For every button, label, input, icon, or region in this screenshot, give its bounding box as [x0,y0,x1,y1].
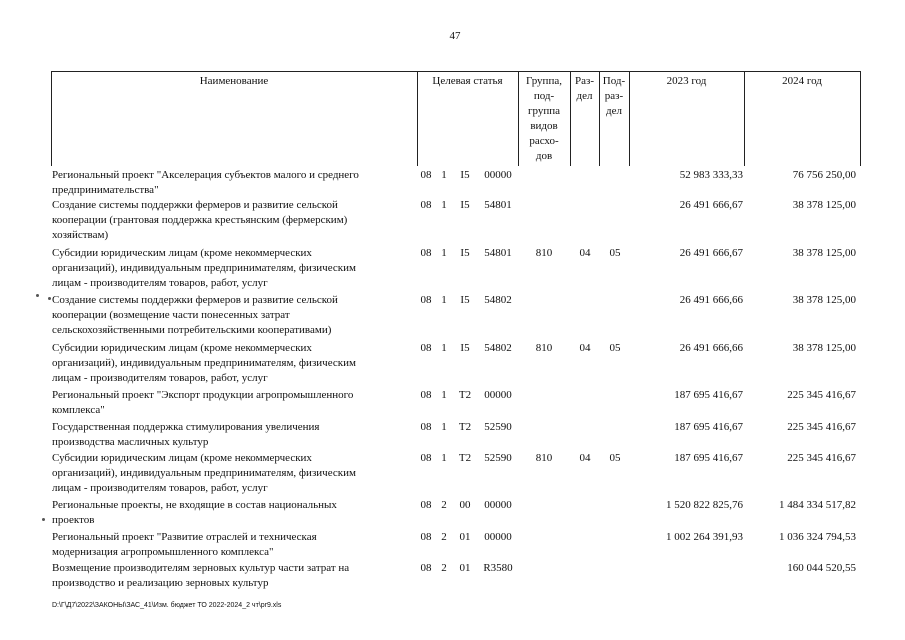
scan-mark [42,518,45,521]
cell-b: 1 [441,342,447,354]
cell-y2024: 38 378 125,00 [792,294,856,306]
table-header [51,71,861,166]
cell-b: 1 [441,294,447,306]
row-name-line: Субсидии юридическим лицам (кроме некоммерческих [52,342,312,354]
cell-raz: 04 [579,247,591,259]
cell-y2023: 1 520 822 825,76 [666,499,743,511]
row-name-line: Региональные проекты, не входящие в состав национальных [52,499,337,511]
cell-a: 08 [420,562,432,574]
row-name-line: организаций), индивидуальным предпринимателям, физическим [52,467,356,479]
row-name-line: Региональный проект "Акселерация субъектов малого и среднего [52,169,359,181]
row-name-line: Создание системы поддержки фермеров и развитие сельской [52,294,338,306]
row-name-line: производства масличных культур [52,436,209,448]
cell-d: 54802 [484,294,512,306]
cell-b: 1 [441,389,447,401]
row-name-line: Региональный проект "Развитие отраслей и техническая [52,531,317,543]
cell-a: 08 [420,247,432,259]
row-name-line: организаций), индивидуальным предпринимателям, физическим [52,357,356,369]
row-name-line: кооперации (грантовая поддержка крестьянским (фермерским) [52,214,348,226]
cell-a: 08 [420,421,432,433]
cell-c: T2 [458,452,472,464]
row-name-line: хозяйствам) [52,229,109,241]
row-name-line: Субсидии юридическим лицам (кроме некоммерческих [52,247,312,259]
cell-c: T2 [458,421,472,433]
cell-y2023: 26 491 666,66 [679,342,743,354]
row-name [52,388,402,418]
cell-y2023: 187 695 416,67 [674,452,743,464]
row-name-line: лицам - производителям товаров, работ, услуг [52,277,268,289]
row-name-line: проектов [52,514,95,526]
cell-c: I5 [460,342,470,354]
cell-pod: 05 [609,452,621,464]
cell-b: 1 [441,169,447,181]
cell-d: 54801 [484,199,512,211]
cell-grp: 810 [535,452,553,464]
row-name-line: сельскохозяйственными потребительскими кооперативами) [52,324,332,336]
cell-y2023: 1 002 264 391,93 [666,531,743,543]
row-name-line: Субсидии юридическим лицам (кроме некоммерческих [52,452,312,464]
scan-mark [36,294,39,297]
cell-pod: 05 [609,247,621,259]
cell-c: I5 [460,199,470,211]
cell-d: 52590 [484,452,512,464]
cell-a: 08 [420,452,432,464]
row-name-line: модернизация агропромышленного комплекса" [52,546,274,558]
header-target: Целевая статья [432,75,503,87]
cell-b: 1 [441,421,447,433]
header-podrazdel: Под- раз- дел [602,75,626,117]
cell-d: 00000 [484,499,512,511]
cell-y2023: 26 491 666,67 [679,247,743,259]
row-name [52,293,402,338]
cell-a: 08 [420,389,432,401]
cell-c: I5 [460,169,470,181]
cell-b: 1 [441,247,447,259]
cell-y2024: 38 378 125,00 [792,342,856,354]
row-name-line: предпринимательства" [52,184,159,196]
row-name [52,198,402,243]
row-name [52,168,402,198]
cell-y2023: 26 491 666,67 [679,199,743,211]
cell-y2023: 52 983 333,33 [679,169,743,181]
cell-y2024: 160 044 520,55 [787,562,856,574]
header-razdel: Раз- дел [574,75,594,102]
row-name [52,451,402,496]
cell-a: 08 [420,499,432,511]
file-path-footer: D:\Г\Д7\2022\ЗАКОНЫ\ЗАС_41\Изм. бюджет ТО 2022-2024_2 чт\pr9.xls [52,602,282,609]
row-name [52,498,402,528]
row-name-line: кооперации (возмещение части понесенных затрат [52,309,290,321]
cell-b: 2 [441,531,447,543]
header-2024: 2024 год [782,75,822,87]
cell-a: 08 [420,531,432,543]
cell-c: 00 [459,499,471,511]
header-name: Наименование [199,75,269,87]
cell-d: 00000 [484,169,512,181]
cell-c: T2 [458,389,472,401]
row-name [52,246,402,291]
row-name-line: Создание системы поддержки фермеров и развитие сельской [52,199,338,211]
cell-a: 08 [420,199,432,211]
header-2023: 2023 год [666,75,707,87]
scan-mark [48,297,51,300]
cell-raz: 04 [579,342,591,354]
cell-c: 01 [459,562,471,574]
cell-b: 1 [441,452,447,464]
cell-d: 52590 [484,421,512,433]
cell-b: 2 [441,499,447,511]
cell-c: I5 [460,294,470,306]
row-name-line: Возмещение производителям зерновых культур части затрат на [52,562,350,574]
cell-d: 00000 [484,531,512,543]
row-name-line: лицам - производителям товаров, работ, услуг [52,482,268,494]
row-name [52,530,402,560]
cell-y2024: 225 345 416,67 [787,389,856,401]
cell-d: R3580 [483,562,513,574]
cell-y2023: 26 491 666,66 [679,294,743,306]
row-name-line: производство и реализацию зерновых культур [52,577,269,589]
cell-grp: 810 [535,342,553,354]
row-name-line: Региональный проект "Экспорт продукции агропромышленного [52,389,354,401]
row-name-line: организаций), индивидуальным предпринимателям, физическим [52,262,356,274]
cell-a: 08 [420,294,432,306]
row-name [52,561,402,591]
cell-y2024: 225 345 416,67 [787,421,856,433]
cell-y2024: 1 036 324 794,53 [779,531,856,543]
cell-c: 01 [459,531,471,543]
row-name [52,420,402,450]
row-name [52,341,402,386]
row-name-line: комплекса" [52,404,105,416]
cell-y2024: 1 484 334 517,82 [779,499,856,511]
cell-raz: 04 [579,452,591,464]
header-group: Группа, под- группа видов расхо- дов [526,75,562,162]
row-name-line: лицам - производителям товаров, работ, услуг [52,372,268,384]
cell-b: 2 [441,562,447,574]
cell-c: I5 [460,247,470,259]
cell-a: 08 [420,169,432,181]
cell-y2024: 76 756 250,00 [792,169,856,181]
cell-a: 08 [420,342,432,354]
cell-pod: 05 [609,342,621,354]
cell-y2024: 225 345 416,67 [787,452,856,464]
cell-d: 54801 [484,247,512,259]
cell-d: 00000 [484,389,512,401]
cell-y2023: 187 695 416,67 [674,389,743,401]
cell-grp: 810 [535,247,553,259]
cell-b: 1 [441,199,447,211]
cell-y2024: 38 378 125,00 [792,199,856,211]
cell-y2024: 38 378 125,00 [792,247,856,259]
row-name-line: Государственная поддержка стимулирования увеличения [52,421,320,433]
cell-d: 54802 [484,342,512,354]
page-number: 47 [449,30,461,42]
cell-y2023: 187 695 416,67 [674,421,743,433]
